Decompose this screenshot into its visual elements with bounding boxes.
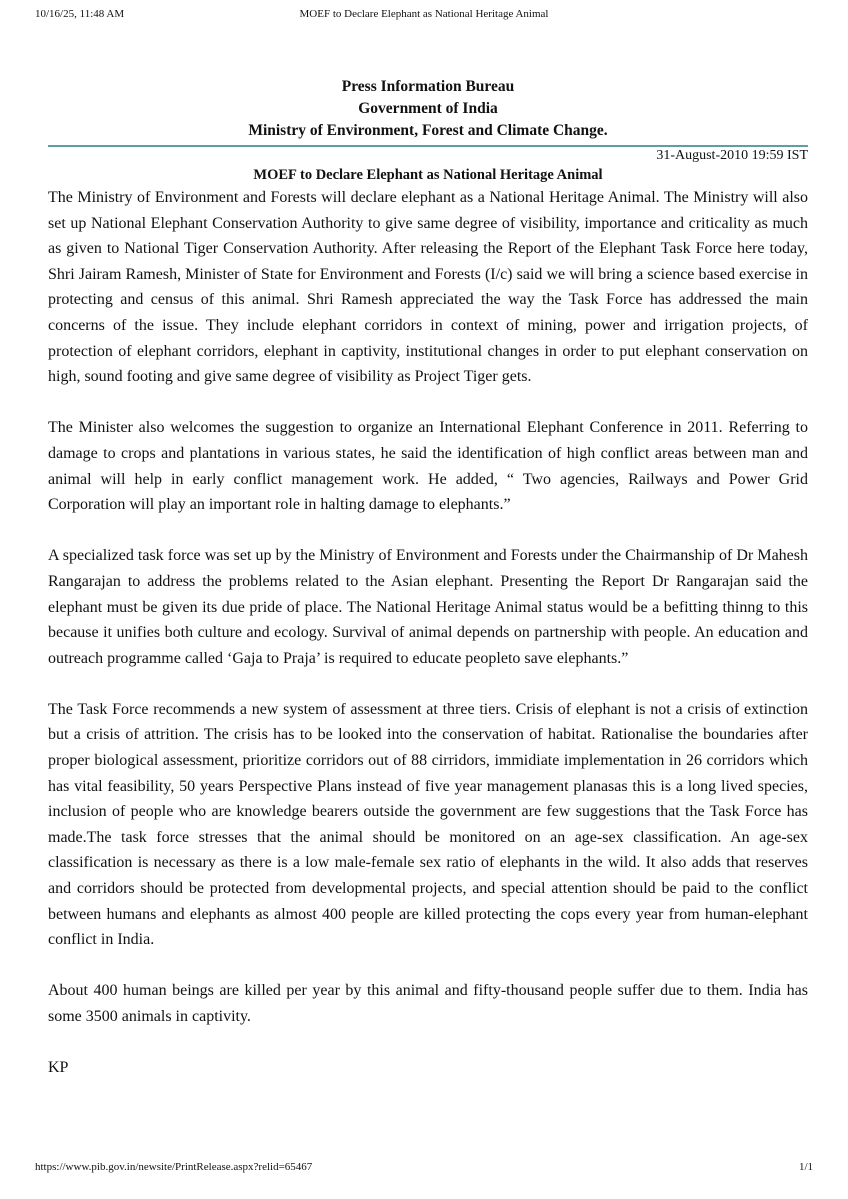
release-title: MOEF to Declare Elephant as National Heritage Animal bbox=[253, 167, 603, 183]
org-name: Press Information Bureau bbox=[341, 78, 515, 95]
org-government: Government of India bbox=[358, 100, 498, 117]
print-datetime: 10/16/25, 11:48 AM bbox=[35, 8, 125, 20]
signature-initials: KP bbox=[48, 1059, 69, 1077]
print-page-title: MOEF to Declare Elephant as National Heritage Animal bbox=[299, 8, 549, 20]
release-date: 31-August-2010 19:59 IST bbox=[656, 148, 808, 163]
org-ministry: Ministry of Environment, Forest and Climate Change. bbox=[248, 122, 608, 139]
print-url: https://www.pib.gov.in/newsite/PrintRelease.aspx?relid=65467 bbox=[35, 1161, 313, 1173]
paragraph: The Task Force recommends a new system of assessment at three tiers. Crisis of elephant is not a crisis of extinction but a crisis of attrition. The crisis has to be looked into the conservation of habitat. Rationalise the boundaries after proper biological assessment, prioritize corridors out of 88 cirridors, immidiate implementation in 26 corridors which has vital feasibility, 50 years Perspective Plans instead of five year management planasas this is a long lived species, inclusion of people who are knowledge bearers outside the government are few suggestions that the Task Force has made.The task force stresses that the animal should be monitored on an age-sex classification. An age-sex classification is necessary as there is a low male-female sex ratio of elephants in the wild. It also adds that reserves and corridors should be protected from developmental projects, and special attention should be paid to the conflict between humans and elephants as almost 400 people are killed protecting the cops every year from human-elephant conflict in India. bbox=[48, 700, 808, 949]
page-number: 1/1 bbox=[798, 1161, 813, 1173]
press-release bbox=[48, 76, 808, 1106]
paragraph: About 400 human beings are killed per year by this animal and fifty-thousand people suffer due to them. India has some 3500 animals in captivity. bbox=[48, 982, 808, 1025]
paragraph: A specialized task force was set up by the Ministry of Environment and Forests under the Chairmanship of Dr Mahesh Rangarajan to address the problems related to the Asian elephant. Presenting the Report Dr Rangarajan said the elephant must be given its due pride of place. The National Heritage Animal status would be a befitting thinng to this because it unifies both culture and ecology. Survival of animal depends on partnership with people. An education and outreach programme called ‘Gaja to Praja’ is required to educate peopleto save elephants.” bbox=[48, 547, 808, 667]
paragraph: The Minister also welcomes the suggestion to organize an International Elephant Conference in 2011. Referring to damage to crops and plantations in various states, he said the identification of high conflict areas between man and animal will help in early conflict management work. He added, “ Two agencies, Railways and Power Grid Corporation will play an important role in halting damage to elephants.” bbox=[48, 419, 808, 514]
header-divider bbox=[48, 145, 808, 147]
paragraph: The Ministry of Environment and Forests will declare elephant as a National Heritage Animal. The Ministry will also set up National Elephant Conservation Authority to give same degree of visibility, importance and criticality as much as given to National Tiger Conservation Authority. After releasing the Report of the Elephant Task Force here today, Shri Jairam Ramesh, Minister of State for Environment and Forests (I/c) said we will bring a science based exercise in protecting and census of this animal. Shri Ramesh appreciated the way the Task Force has addressed the main concerns of the issue. They include elephant corridors in context of mining, power and irrigation projects, of protection of elephant corridors, elephant in captivity, institutional changes in order to put elephant conservation on high, sound footing and give same degree of visibility as Project Tiger gets. bbox=[48, 189, 808, 386]
